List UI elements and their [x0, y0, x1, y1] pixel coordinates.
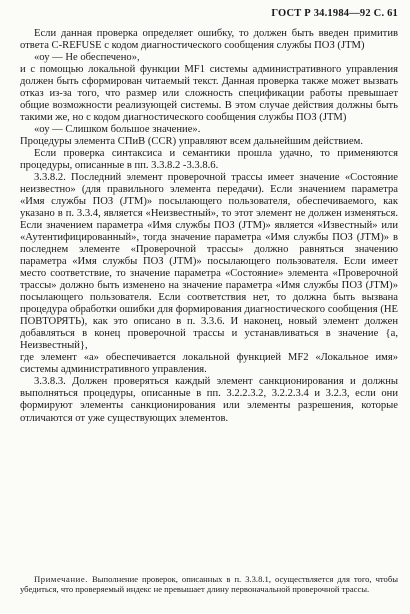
- paragraph-mf1-readable-text: и с помощью локальной функции MF1 системы административного управления должен быть сформирован читаемый текст. Данная проверка также может вызвать отказ из-за того, что размер или сложность спецификации работы превышает общие возможности реализующей системы. В этом случае действия должны быть такими же, но с кодом диагностического сообщения службы ПОЗ (JTM): [20, 64, 398, 124]
- document-body: [20, 28, 398, 425]
- paragraph-ccr-procedures: Процедуры элемента СПиВ (CCR) управляют всем дальнейшим действием.: [20, 136, 363, 148]
- diagnostic-value-too-large: «оу — Слишком большое значение».: [34, 124, 201, 136]
- section-3-3-8-3: 3.3.8.3. Должен проверяться каждый элемент санкционирования и должны выполняться процедуры, описанные в пп. 3.2.2.3.2, 3.2.2.3.4 и 3.2.3, если они формируют элементы санкционирования или элементы разрешения, которые отличаются от уже существующих элементов.: [20, 376, 398, 424]
- note-text: Выполнение проверок, описанных в п. 3.3.8.1, осуществляется для того, чтобы убедиться, что проверяемый индекс не превышает длину первоначальной проверочной трассы.: [20, 574, 398, 595]
- paragraph-mf2-local-name: где элемент «а» обеспечивается локальной функцией MF2 «Локальное имя» системы административного управления.: [20, 352, 398, 376]
- diagnostic-not-provided: «оу — Не обеспечено»,: [34, 52, 140, 64]
- paragraph-refuse-check: Если данная проверка определяет ошибку, то должен быть введен примитив ответа C-REFUSE с кодом диагностического сообщения службы ПОЗ (JTM): [20, 28, 398, 52]
- page-running-header: ГОСТ Р 34.1984—92 С. 61: [271, 8, 398, 19]
- section-3-3-8-2: 3.3.8.2. Последний элемент проверочной трассы имеет значение «Состояние неизвестно» (для правильного элемента передачи). Если значением параметра «Имя службы ПОЗ (JTM)» посылающего пользователя, обеспечиваемого, как указано в п. 3.3.4, является «Неизвестный», то этот элемент не должен изменяться. Если значением параметра «Имя службы ПОЗ (JTM)» является «Известный» или «Аутентифицированный», тогда значение параметра «Имя службы ПОЗ (JTM)» в последнем элементе «Проверочной трассы» должно равняться значению параметра «Имя службы ПОЗ (JTM)» посылающего пользователя. Если имеет место соответствие, то значение параметра «Состояние» элемента «Проверочной трассы» должно быть изменено на значение параметра «Имя службы ПОЗ (JTM)» посылающего пользователя. Если соответствия нет, то должна быть вызвана процедура обработки ошибки для формирования диагностического сообщения (НЕ ПОВТОРЯТЬ), как это описано в п. 3.3.6. И наконец, новый элемент должен добавляться в конец проверочной трассы и устанавливаться в значение {а, Неизвестный},: [20, 172, 398, 352]
- paragraph-syntax-check-success: Если проверка синтаксиса и семантики прошла удачно, то применяются процедуры, описанные в пп. 3.3.8.2 -3.3.8.6.: [20, 148, 398, 172]
- note-label: Примечание.: [34, 574, 89, 584]
- footnote-note: [20, 574, 398, 594]
